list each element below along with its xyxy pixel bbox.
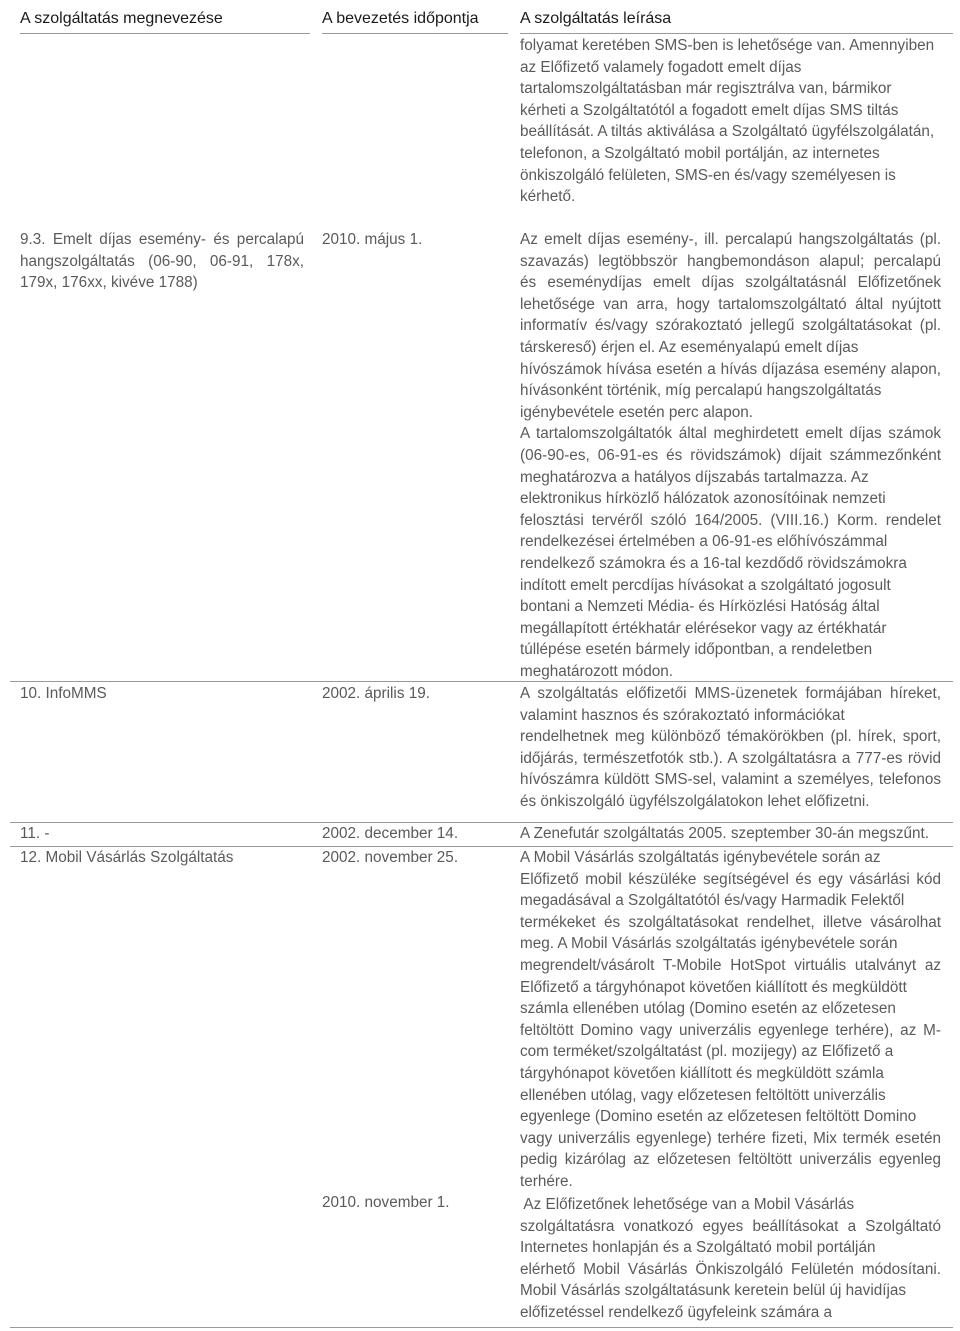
row-name: 10. InfoMMS	[20, 685, 107, 702]
continued-description: folyamat keretében SMS-ben is lehetősége van. Amennyiben az Előfizető valamely fogadott emelt díjas tartalomszolgáltatásban már regisztrálva van, bármikor kérheti a Szolgáltatótól a fogadott emelt díjas SMS tiltás beállítását. A tiltás aktiválása a Szolgáltató ügyfélszolgálatán, telefonon, a Szolgáltató mobil portálján, az internetes önkiszolgáló felületen, SMS-en és/vagy személyesen is kérhető.	[520, 37, 935, 206]
row-rule	[10, 681, 953, 682]
row-date: 2002. november 25.	[322, 849, 459, 866]
header-description: A szolgáltatás leírása	[520, 10, 672, 27]
table-bottom-rule	[10, 1327, 953, 1328]
row-date: 2002. december 14.	[322, 825, 459, 842]
row-description: A Zenefutár szolgáltatás 2005. szeptember 30-án megszűnt.	[520, 825, 930, 842]
row-description: A szolgáltatás előfizetői MMS-üzenetek formájában híreket, valamint hasznos és szórakoztató információkat rendelhetnek meg különböző témakörökben (pl. hírek, sport, időjárás, természetfotók stb.). A szolgáltatásra a 777-es rövid hívószámra küldött SMS-sel, valamint a személyes, telefonos és önkiszolgáló ügyfélszolgálatokon lehet előfizetni.	[520, 685, 941, 810]
row-description-secondary: Az Előfizetőnek lehetősége van a Mobil Vásárlás szolgáltatásra vonatkozó egyes beállításokat a Szolgáltató Internetes honlapján és a Szolgáltató mobil portálján elérhető Mobil Vásárlás Önkiszolgáló Felületén módosítani. Mobil Vásárlás szolgáltatásunk keretein belül új havidíjas előfizetéssel rendelkező ügyfeleink számára a	[520, 1196, 941, 1321]
row-name: 9.3. Emelt díjas esemény- és percalapú hangszolgáltatás (06-90, 06-91, 178x, 179x, 176xx, kivéve 1788)	[20, 231, 304, 292]
header-name: A szolgáltatás megnevezése	[20, 10, 223, 27]
row-description: Az emelt díjas esemény-, ill. percalapú hangszolgáltatás (pl. szavazás) legtöbbször hangbemondáson alapul; percalapú és eseménydíjas emelt díjas szolgáltatásnál Előfizetőnek lehetősége van arra, hogy tartalomszolgáltató által nyújtott informatív és/vagy szórakoztató jellegű szolgáltatásokat (pl. társkereső) érjen el. Az eseményalapú emelt díjas hívószámok hívása esetén a hívás díjazása esemény alapon, hívásonként történik, míg percalapú hangszolgáltatás igénybevétele esetén perc alapon. A tartalomszolgáltatók által meghirdetett emelt díjas számok (06-90-es, 06-91-es és rövidszámok) díjait számmezőnként meghatározva a hatályos díjszabás tartalmazza. Az elektronikus hírközlő hálózatok azonosítóinak nemzeti felosztási tervéről szóló 164/2005. (VIII.16.) Korm. rendelet rendelkezései értelmében a 06-91-es előhívószámmal rendelkező számokra és a 16-tal kezdődő rövidszámokra indított emelt percdíjas hívásokat a szolgáltató jogosult bontani a Nemzeti Média- és Hírközlési Hatóság által megállapított értékhatár elérésekor vagy az értékhatár túllépése esetén bármely időpontban, a rendeletben meghatározott módon.	[520, 231, 941, 680]
row-name: 12. Mobil Vásárlás Szolgáltatás	[20, 849, 234, 866]
header-date: A bevezetés időpontja	[322, 10, 479, 27]
row-name: 11. -	[20, 825, 50, 842]
row-description: A Mobil Vásárlás szolgáltatás igénybevétele során az Előfizető mobil készüléke segítségével és egy vásárlási kód megadásával a Szolgáltatótól és/vagy Harmadik Felektől termékeket és szolgáltatásokat rendelhet, illetve vásárolhat meg. A Mobil Vásárlás szolgáltatás igénybevétele során megrendelt/vásárolt T-Mobile HotSpot virtuális utalványt az Előfizető a tárgyhónapot követően kiállított és megküldött számla ellenében utólag (Domino esetén az előzetesen feltöltött Domino vagy univerzális egyenlege terhére), az M- com terméket/szolgáltatást (pl. mozijegy) az Előfizető a tárgyhónapot követően kiállított és megküldött számla ellenében utólag, vagy előzetesen feltöltött univerzális egyenlege (Domino esetén az előzetesen feltöltött Domino vagy univerzális egyenlege) terhére fizeti, Mix termék esetén pedig kizárólag az előzetesen feltöltött univerzális egyenleg terhére.	[520, 849, 941, 1190]
header-rule	[520, 33, 953, 34]
table-header	[0, 0, 960, 33]
row-date: 2002. április 19.	[322, 685, 430, 702]
header-rule	[322, 33, 508, 34]
row-date-secondary: 2010. november 1.	[322, 1194, 450, 1211]
header-rule	[20, 33, 310, 34]
row-date: 2010. május 1.	[322, 231, 423, 248]
